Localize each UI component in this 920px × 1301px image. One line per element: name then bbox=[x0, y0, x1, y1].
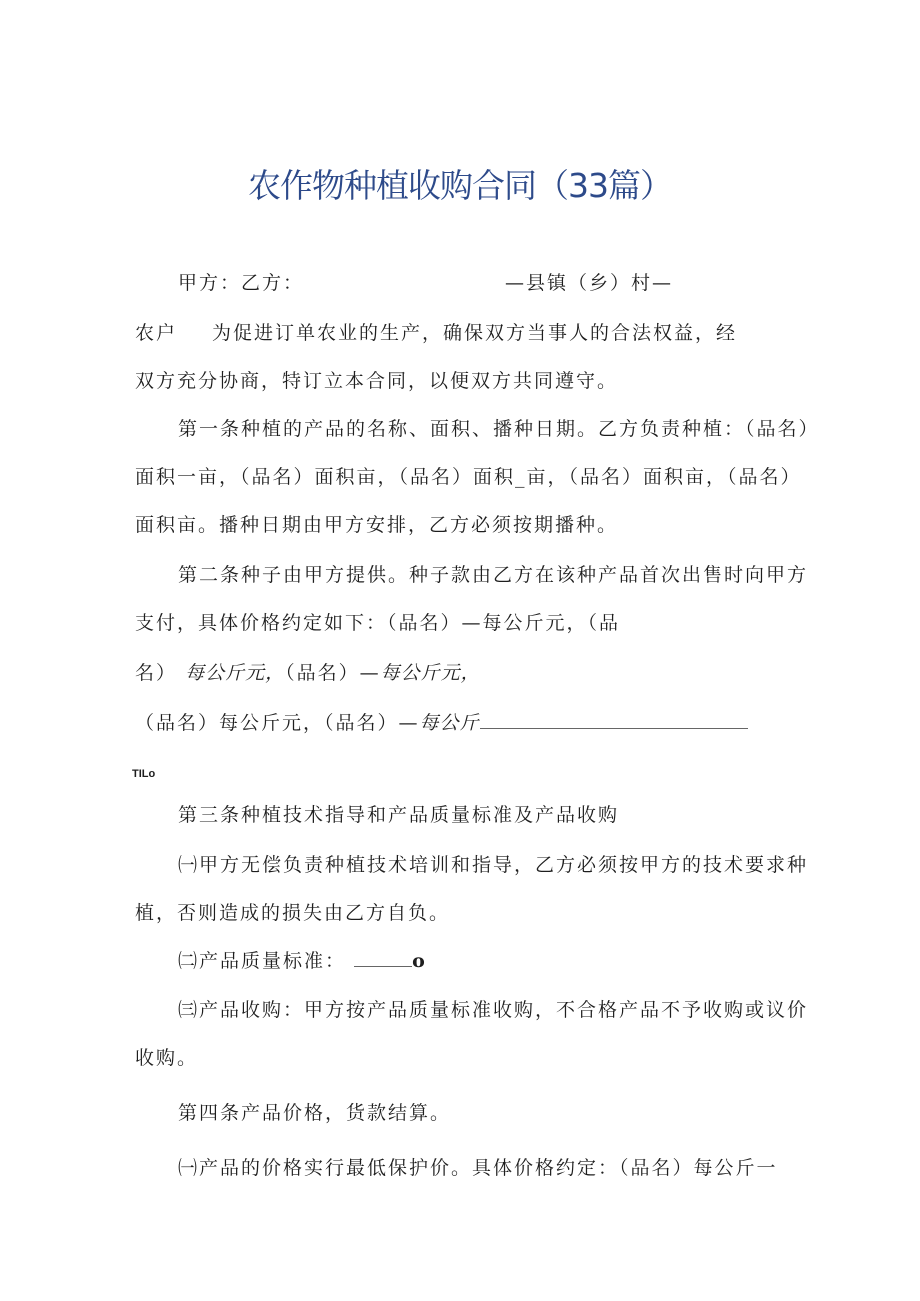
location-field: —县镇（乡）村— bbox=[505, 272, 674, 294]
article-4-heading: 第四条产品价格，货款结算。 bbox=[178, 1102, 452, 1124]
price-line-2 bbox=[135, 708, 748, 735]
article-1-body: 面积一亩，（品名）面积亩，（品名）面积_亩，（品名）面积亩，（品名） bbox=[135, 466, 802, 488]
preamble-text: 为促进订单农业的生产，确保双方当事人的合法权益，经 bbox=[212, 322, 738, 344]
quality-standard-line bbox=[178, 946, 427, 973]
article-4-item-1: ㈠产品的价格实行最低保护价。具体价格约定：（品名）每公斤一 bbox=[178, 1157, 778, 1179]
blank-underline bbox=[480, 728, 748, 729]
article-3-heading: 第三条种植技术指导和产品质量标准及产品收购 bbox=[178, 804, 620, 826]
quality-end: o bbox=[412, 950, 427, 972]
quality-label: ㈡产品质量标准： bbox=[178, 950, 347, 972]
price-1b: 每公斤元， bbox=[185, 662, 286, 684]
article-3-item-1-end: 植，否则造成的损失由乙方自负。 bbox=[135, 902, 451, 924]
price-line-1 bbox=[135, 658, 481, 685]
price-1a: 名） bbox=[135, 662, 178, 684]
article-3-item-1: ㈠甲方无偿负责种植技术培训和指导，乙方必须按甲方的技术要求种 bbox=[178, 854, 809, 876]
quality-blank bbox=[354, 966, 412, 967]
party-a-label: 甲方： bbox=[178, 272, 242, 294]
article-1-heading: 第一条种植的产品的名称、面积、播种日期。乙方负责种植：（品名） bbox=[178, 418, 820, 440]
stray-mark: TILo bbox=[132, 768, 156, 780]
article-3-item-3-end: 收购。 bbox=[135, 1047, 199, 1069]
page-title: 农作物种植收购合同（33篇） bbox=[248, 166, 672, 205]
party-line bbox=[178, 268, 304, 295]
article-2-heading: 第二条种子由甲方提供。种子款由乙方在该种产品首次出售时向甲方 bbox=[178, 564, 809, 586]
price-2b: 每公斤 bbox=[419, 712, 480, 734]
price-1d: 每公斤元， bbox=[380, 662, 481, 684]
preamble-continued: 双方充分协商，特订立本合同，以便双方共同遵守。 bbox=[135, 370, 619, 392]
article-2-body: 支付，具体价格约定如下：（品名）—每公斤元，（品 bbox=[135, 612, 621, 634]
article-3-item-3: ㈢产品收购：甲方按产品质量标准收购，不合格产品不予收购或议价 bbox=[178, 999, 809, 1021]
price-1c: （品名）— bbox=[285, 662, 381, 684]
farmer-label: 农户 bbox=[135, 322, 178, 344]
party-b-label: 乙方： bbox=[241, 272, 305, 294]
article-1-end: 面积亩。播种日期由甲方安排，乙方必须按期播种。 bbox=[135, 514, 619, 536]
price-2a: （品名）每公斤元，（品名）— bbox=[135, 712, 420, 734]
